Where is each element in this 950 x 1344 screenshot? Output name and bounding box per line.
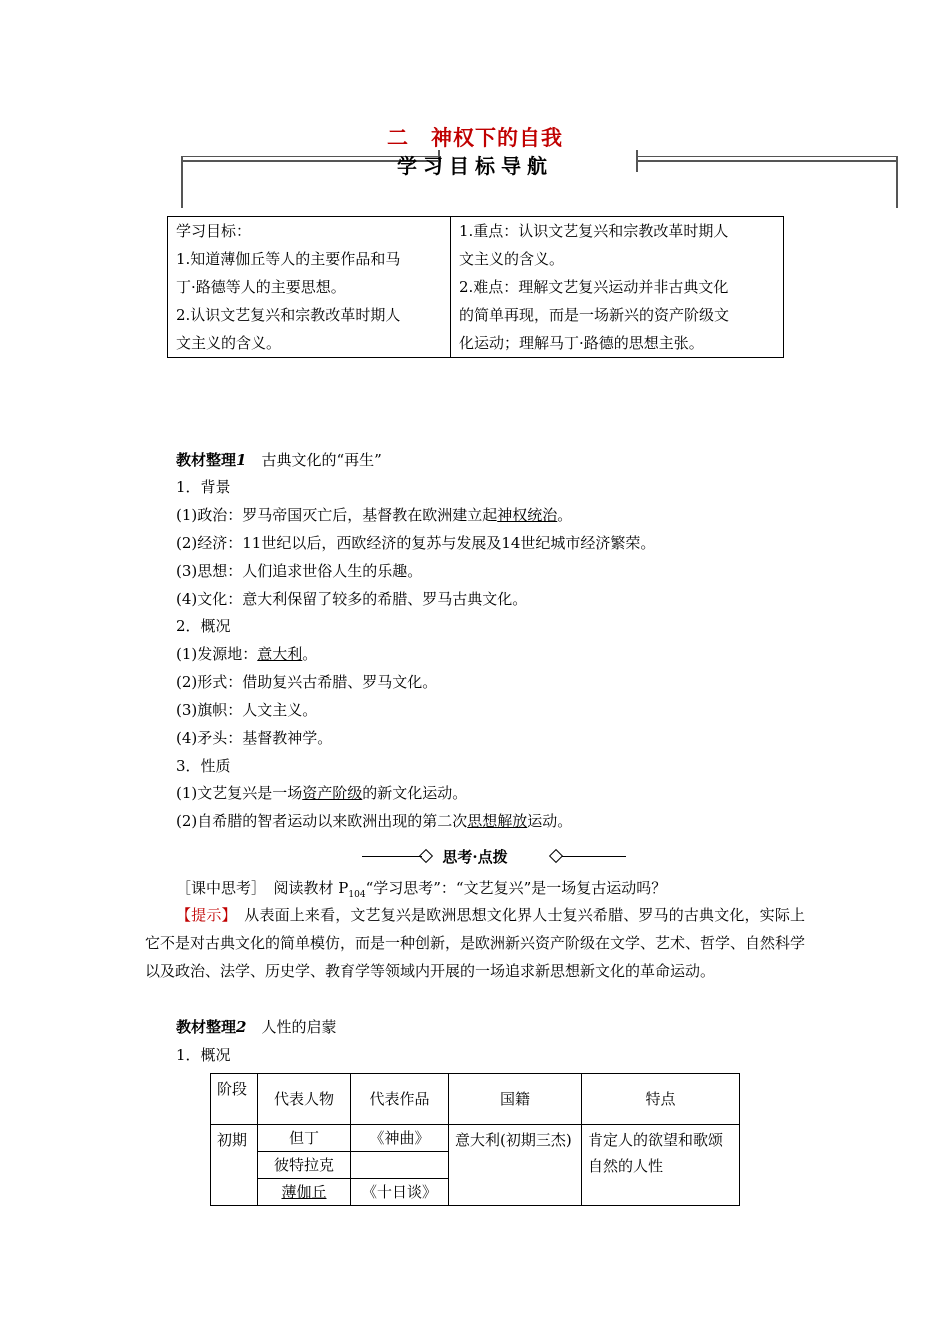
text: ［课中思考］ 阅读教材 P <box>176 879 349 897</box>
header-cell: 代表作品 <box>351 1074 449 1125</box>
goals-left-line: 文主义的含义。 <box>176 334 282 352</box>
text: (2)自希腊的智者运动以来欧洲出现的第二次 <box>176 812 468 830</box>
section2-heading-label: 教材整理 <box>176 1018 237 1036</box>
background-item: (2)经济：11世纪以后，西欧经济的复苏与发展及14世纪城市经济繁荣。 <box>176 534 656 552</box>
background-title: 1．背景 <box>176 478 231 496</box>
goals-right-line: 文主义的含义。 <box>459 250 565 268</box>
work-cell: 《十日谈》 <box>351 1179 449 1206</box>
header-cell: 代表人物 <box>258 1074 351 1125</box>
section2-overview-title: 1．概况 <box>176 1046 231 1064</box>
work-cell: 《神曲》 <box>351 1125 449 1152</box>
text: (1)文艺复兴是一场 <box>176 784 303 802</box>
page-number-sub: 104 <box>348 890 366 900</box>
background-item: (4)文化：意大利保留了较多的希腊、罗马古典文化。 <box>176 590 528 608</box>
learning-goals-table <box>167 216 784 358</box>
text: 的新文化运动。 <box>362 784 468 802</box>
background-item: (3)思想：人们追求世俗人生的乐趣。 <box>176 562 423 580</box>
nature-item <box>176 811 572 831</box>
overview-item <box>176 644 317 664</box>
header-cell: 阶段 <box>211 1074 258 1125</box>
nature-item <box>176 783 467 803</box>
header-cell: 特点 <box>582 1074 740 1125</box>
goals-right-line: 2.难点：理解文艺复兴运动并非古典文化 <box>459 278 729 296</box>
answer-underline: 资产阶级 <box>302 784 363 802</box>
answer-underline: 意大利 <box>257 645 303 663</box>
answer-underline: 思想解放 <box>467 812 528 830</box>
goals-right-line: 化运动；理解马丁·路德的思想主张。 <box>459 334 704 352</box>
goals-left-cell <box>168 217 451 358</box>
background-item <box>176 505 572 525</box>
person-cell: 彼特拉克 <box>258 1152 351 1179</box>
nation-cell: 意大利(初期三杰) <box>449 1125 582 1206</box>
overview-item: (4)矛头：基督教神学。 <box>176 729 333 747</box>
hint-label: 【提示】 <box>176 906 230 924</box>
section2-heading-num: 2 <box>236 1018 247 1036</box>
feature-cell: 肯定人的欲望和歌颂自然的人性 <box>582 1125 740 1206</box>
section2-heading <box>176 1017 336 1037</box>
goals-left-line: 学习目标： <box>176 222 252 240</box>
think-hint <box>145 901 805 985</box>
section1-heading-num: 1 <box>236 451 247 469</box>
table-row <box>211 1125 740 1152</box>
person-cell: 薄伽丘 <box>258 1179 351 1206</box>
goals-right-cell <box>451 217 784 358</box>
overview-item: (2)形式：借助复兴古希腊、罗马文化。 <box>176 673 438 691</box>
header-cell: 国籍 <box>449 1074 582 1125</box>
section1-heading-label: 教材整理 <box>176 451 237 469</box>
work-cell <box>351 1152 449 1179</box>
person-cell: 但丁 <box>258 1125 351 1152</box>
text: 运动。 <box>527 812 573 830</box>
text: 。 <box>557 506 573 524</box>
renaissance-table <box>210 1073 740 1206</box>
think-divider-title: 思考·点拨 <box>442 848 508 866</box>
answer-underline: 神权统治 <box>497 506 558 524</box>
goals-right-line: 的简单再现，而是一场新兴的资产阶级文 <box>459 306 730 324</box>
table-header-row <box>211 1074 740 1125</box>
overview-item: (3)旗帜：人文主义。 <box>176 701 318 719</box>
text: “学习思考”：“文艺复兴”是一场复古运动吗？ <box>365 879 667 897</box>
goals-left-line: 2.认识文艺复兴和宗教改革时期人 <box>176 306 401 324</box>
goals-right-line: 1.重点：认识文艺复兴和宗教改革时期人 <box>459 222 729 240</box>
nature-title: 3．性质 <box>176 757 231 775</box>
goals-left-line: 丁·路德等人的主要思想。 <box>176 278 346 296</box>
text: 。 <box>302 645 318 663</box>
hint-text: 从表面上来看，文艺复兴是欧洲思想文化界人士复兴希腊、罗马的古典文化，实际上它不是对古典文化的简单模仿，而是一种创新，是欧洲新兴资产阶级在文学、艺术、哲学、自然科学以及政治、法学、历史学、教育学等领域内开展的一场追求新思想新文化的革命运动。 <box>145 906 806 980</box>
page-title: 二 神权下的自我 <box>387 126 563 150</box>
text: (1)发源地： <box>176 645 258 663</box>
overview-title: 2．概况 <box>176 617 231 635</box>
section1-heading-text: 古典文化的“再生” <box>261 451 382 469</box>
goals-left-line: 1.知道薄伽丘等人的主要作品和马 <box>176 250 401 268</box>
text: (1)政治：罗马帝国灭亡后，基督教在欧洲建立起 <box>176 506 498 524</box>
section1-heading <box>176 450 382 470</box>
banner-title: 学习目标导航 <box>397 154 553 178</box>
section2-heading-text: 人性的启蒙 <box>261 1018 337 1036</box>
stage-cell: 初期 <box>211 1125 258 1206</box>
